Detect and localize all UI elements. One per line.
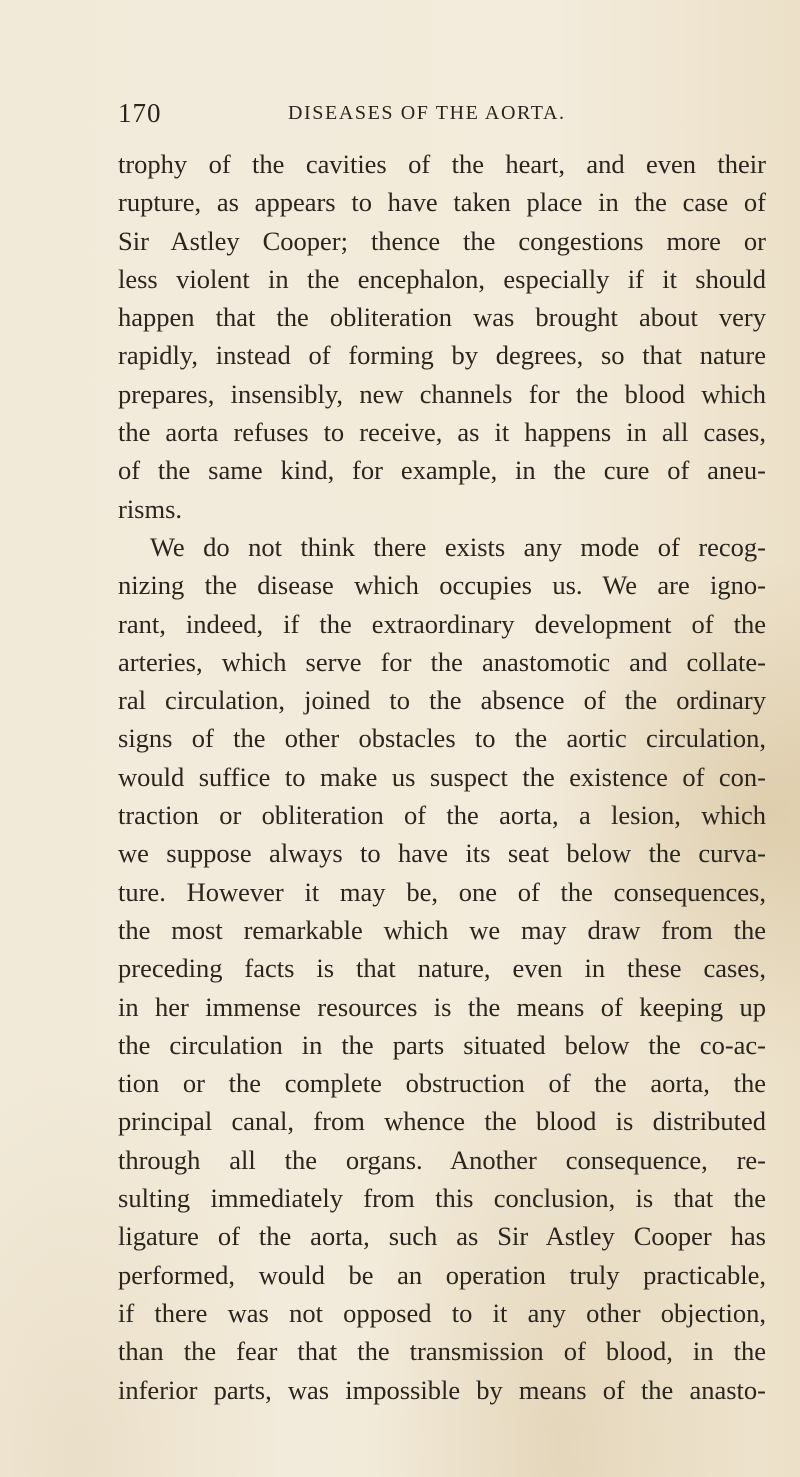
running-head: DISEASES OF THE AORTA.: [288, 102, 566, 124]
text-line: trophy of the cavities of the heart, and even their: [118, 149, 766, 179]
text-line: risms.: [118, 493, 183, 524]
text-line: signs of the other obstacles to the aortic circulation,: [118, 723, 766, 754]
text-line: traction or obliteration of the aorta, a lesion, which: [118, 800, 766, 831]
text-line: if there was not opposed to it any other objection,: [118, 1297, 766, 1328]
text-line: Sir Astley Cooper; thence the congestions more or: [118, 225, 766, 256]
text-line: performed, would be an operation truly practicable,: [118, 1259, 766, 1290]
text-line: sulting immediately from this conclusion, is that the: [118, 1183, 766, 1214]
text-line: inferior parts, was impossible by means of the anasto-: [118, 1374, 766, 1405]
text-line: through all the organs. Another consequence, re-: [118, 1144, 766, 1175]
text-line: rupture, as appears to have taken place in the case of: [118, 187, 766, 218]
text-line: in her immense resources is the means of keeping up: [118, 991, 766, 1022]
body-text: [118, 145, 766, 1409]
page-number: 170: [118, 98, 162, 128]
text-line: ligature of the aorta, such as Sir Astley Cooper has: [118, 1221, 766, 1252]
paragraph-start-line: We do not think there exists any mode of recog-: [150, 531, 766, 562]
text-line: we suppose always to have its seat below the curva-: [118, 838, 766, 869]
text-line: prepares, insensibly, new channels for the blood which: [118, 378, 766, 409]
text-line: of the same kind, for example, in the cure of aneu-: [118, 455, 766, 486]
text-line: principal canal, from whence the blood is distributed: [118, 1106, 766, 1137]
text-line: would suffice to make us suspect the existence of con-: [118, 761, 766, 792]
text-line: arteries, which serve for the anastomotic and collate-: [118, 646, 766, 677]
text-line: nizing the disease which occupies us. We are igno-: [118, 570, 766, 601]
text-line: rapidly, instead of forming by degrees, so that nature: [118, 340, 766, 371]
text-line: ture. However it may be, one of the consequences,: [118, 876, 766, 907]
page-header: [118, 98, 718, 138]
text-line: less violent in the encephalon, especially if it should: [118, 263, 766, 294]
text-line: the circulation in the parts situated below the co-ac-: [118, 1029, 766, 1060]
text-line: the aorta refuses to receive, as it happens in all cases,: [118, 417, 766, 448]
text-line: than the fear that the transmission of blood, in the: [118, 1336, 766, 1367]
text-line: happen that the obliteration was brought about very: [118, 302, 766, 333]
text-line: preceding facts is that nature, even in these cases,: [118, 953, 766, 984]
text-line: the most remarkable which we may draw from the: [118, 914, 766, 945]
text-line: tion or the complete obstruction of the aorta, the: [118, 1068, 766, 1099]
text-line: ral circulation, joined to the absence of the ordinary: [118, 685, 766, 716]
text-line: rant, indeed, if the extraordinary development of the: [118, 608, 766, 639]
